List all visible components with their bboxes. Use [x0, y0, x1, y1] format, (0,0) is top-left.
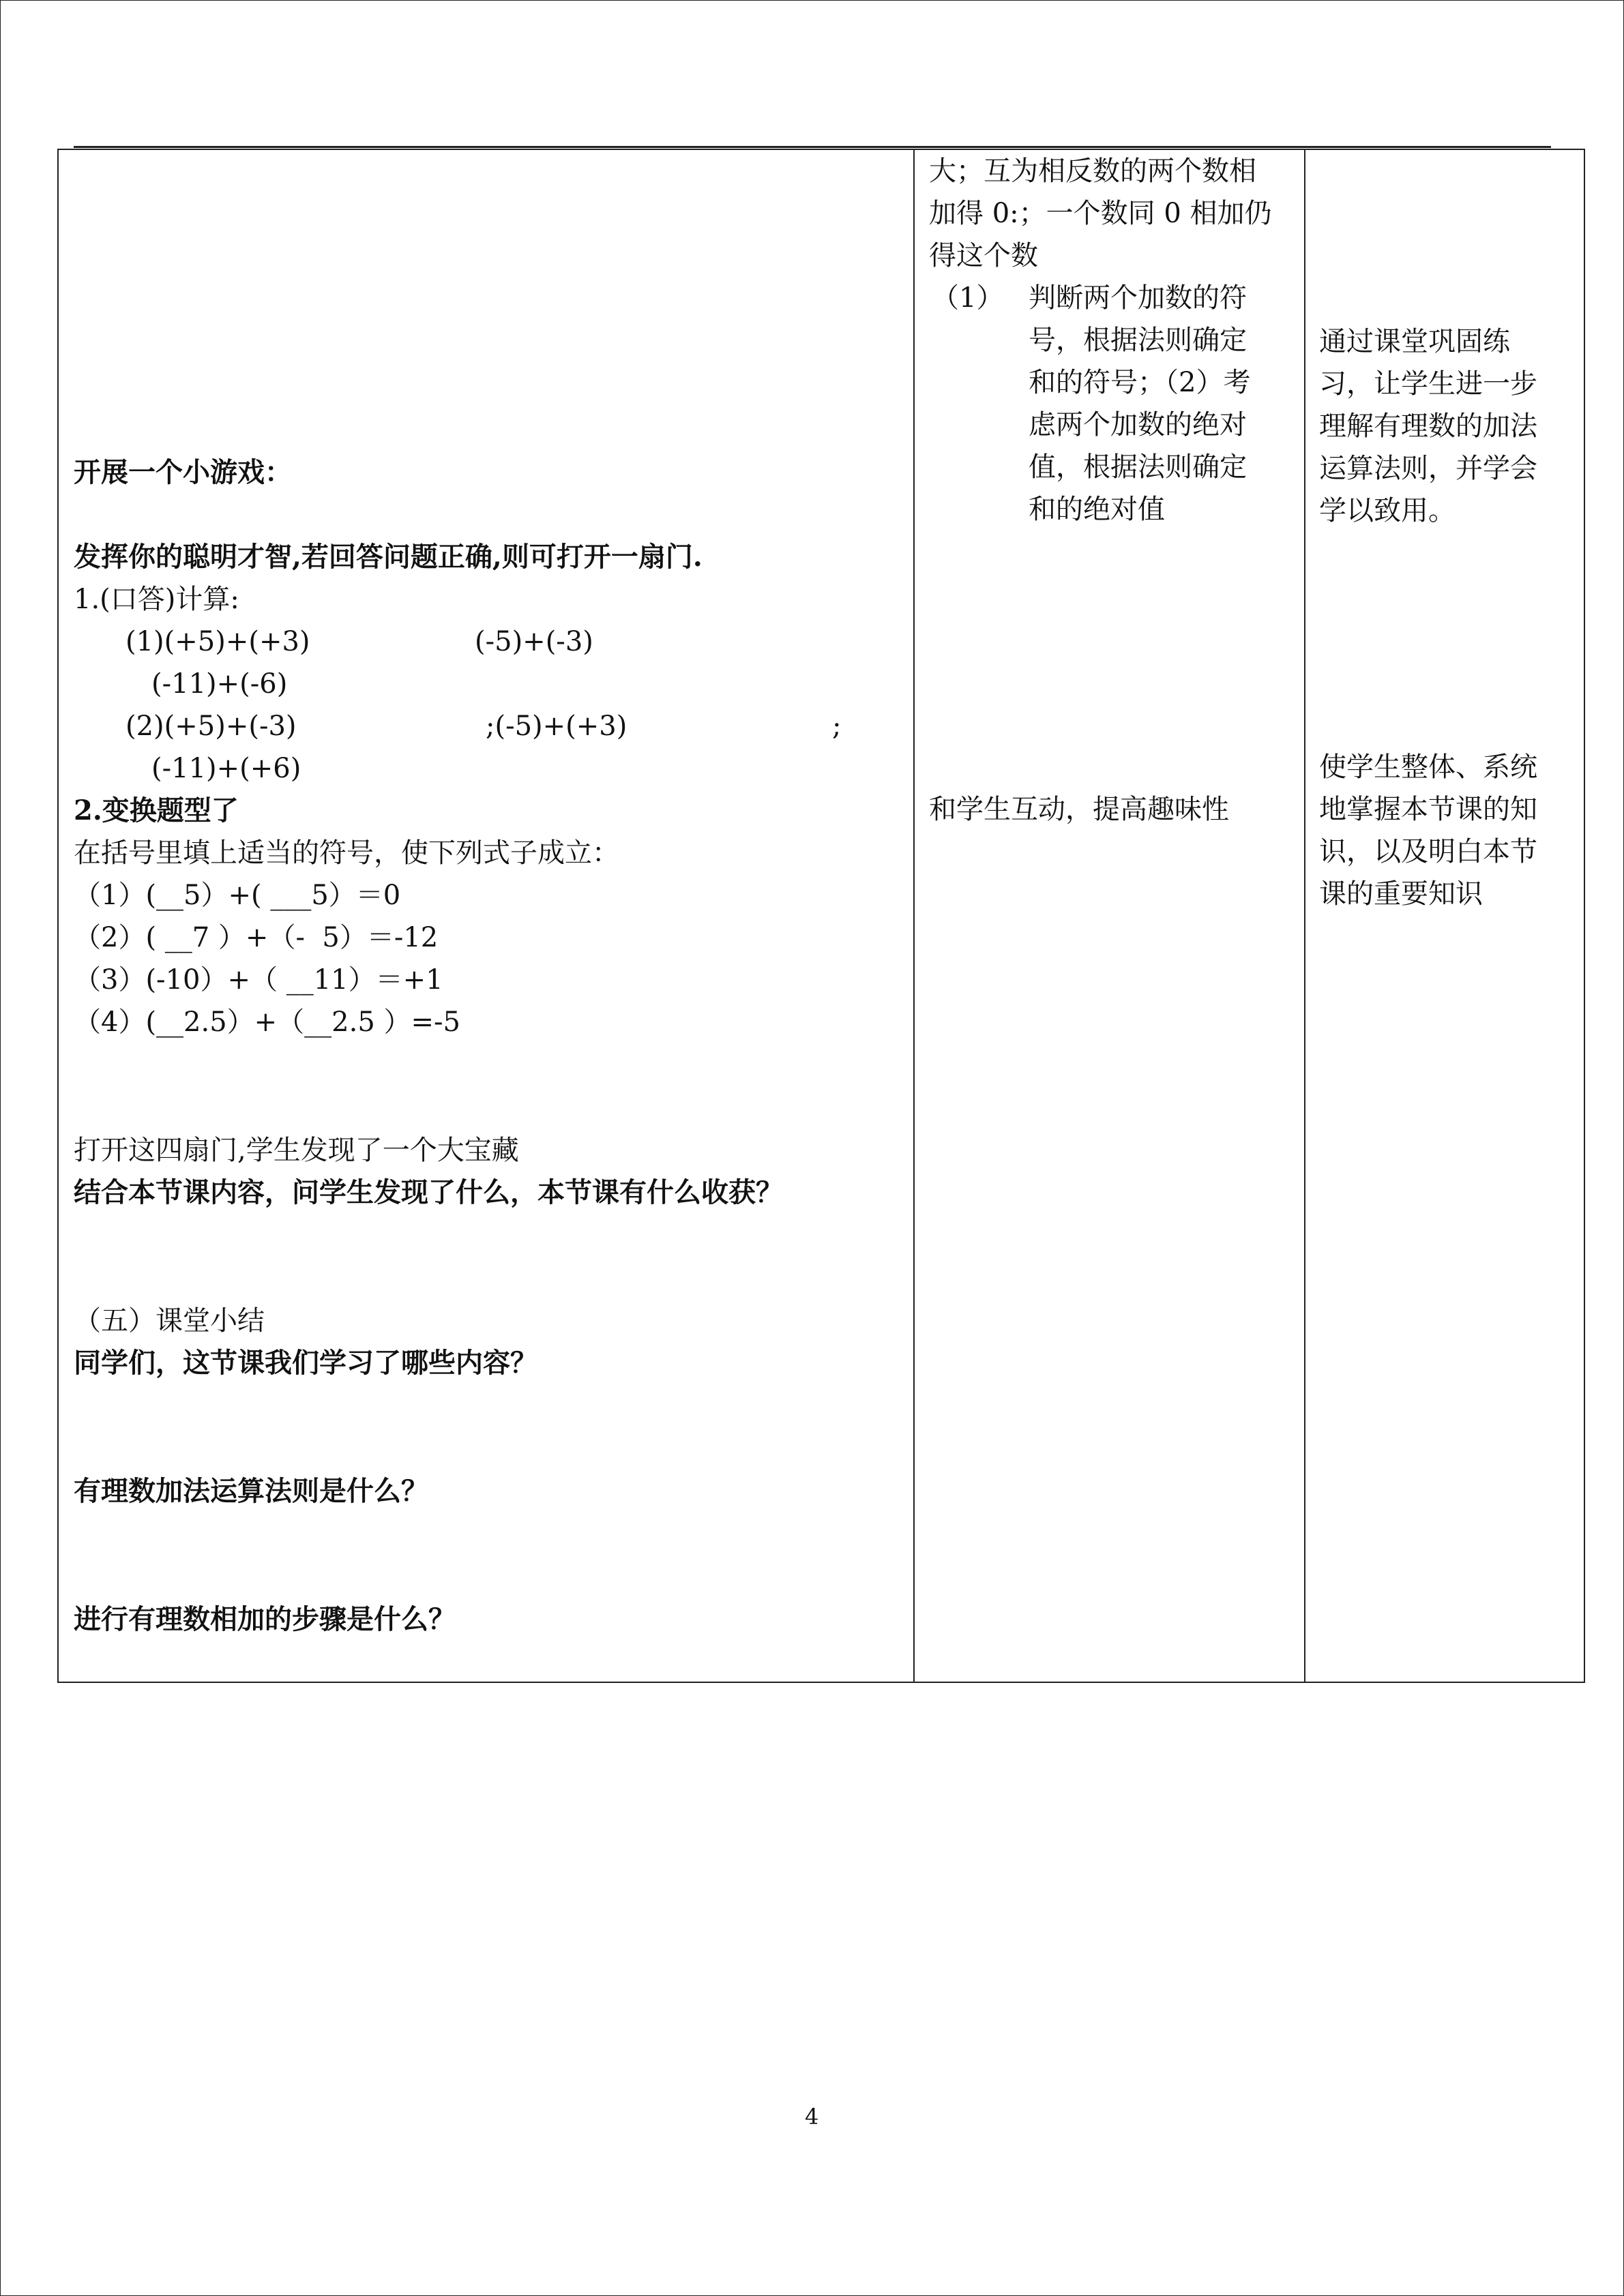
q2-item: （2）( __7 ）+（- 5）＝-12: [74, 922, 439, 953]
summary-title: （五）课堂小结: [74, 1305, 265, 1337]
col2-line: 大；互为相反数的两个数相: [929, 155, 1256, 187]
summary-question: 进行有理数相加的步骤是什么？: [74, 1603, 456, 1635]
step-marker: （1）: [932, 282, 1004, 314]
q1-expr: (-11)+(-6): [151, 668, 288, 700]
purpose-line: 习，让学生进一步: [1319, 368, 1537, 400]
purpose-line: 运算法则，并学会: [1319, 453, 1537, 484]
col2-line: 得这个数: [929, 240, 1038, 271]
page-number: 4: [805, 2104, 819, 2130]
column-divider-1: [913, 149, 915, 1683]
step-line: 号，根据法则确定: [1029, 325, 1247, 356]
purpose-line: 学以致用。: [1319, 495, 1456, 526]
treasure-text: 打开这四扇门,学生发现了一个大宝藏: [74, 1135, 519, 1166]
q2-title: 2.变换题型了: [74, 794, 239, 826]
game-intro: 发挥你的聪明才智,若回答问题正确,则可打开一扇门.: [74, 541, 703, 573]
q1-expr: (-5)+(-3): [475, 626, 593, 657]
step-line: 判断两个加数的符: [1029, 282, 1247, 314]
step-line: 和的符号；（2）考: [1029, 367, 1251, 398]
col2-line: 加得 0:；一个数同 0 相加仍: [929, 198, 1272, 229]
header-rule: [74, 146, 1551, 148]
q2-item: （1）(__5）+( ___5）＝0: [74, 880, 401, 911]
purpose-line: 课的重要知识: [1319, 878, 1483, 910]
q2-instruction: 在括号里填上适当的符号，使下列式子成立：: [74, 837, 619, 869]
step-line: 值，根据法则确定: [1029, 451, 1247, 483]
step-line: 和的绝对值: [1029, 494, 1165, 525]
purpose-line: 通过课堂巩固练: [1319, 326, 1510, 357]
q1-expr: (-11)+(+6): [151, 753, 301, 784]
purpose-line: 地掌握本节课的知: [1319, 794, 1537, 825]
game-title: 开展一个小游戏：: [74, 456, 292, 488]
q2-item: （3）(-10）+（ __11）＝+1: [74, 964, 443, 996]
purpose-line: 使学生整体、系统: [1319, 751, 1537, 783]
reflect-question: 结合本节课内容，问学生发现了什么，本节课有什么收获？: [74, 1176, 783, 1208]
summary-question: 有理数加法运算法则是什么？: [74, 1475, 428, 1507]
column-divider-2: [1304, 149, 1305, 1683]
summary-question: 同学们，这节课我们学习了哪些内容？: [74, 1347, 537, 1379]
q1-expr: (2)(+5)+(-3): [126, 711, 297, 742]
step-line: 虑两个加数的绝对: [1029, 409, 1247, 441]
q1-expr: ;(-5)+(+3): [486, 711, 628, 742]
q2-item: （4）(__2.5）+（__2.5 ）=-5: [74, 1007, 460, 1038]
q1-separator: ;: [832, 711, 842, 742]
q1-title: 1.(口答)计算:: [74, 584, 239, 615]
purpose-line: 识，以及明白本节: [1319, 836, 1537, 867]
purpose-line: 理解有理数的加法: [1319, 411, 1537, 442]
interact-text: 和学生互动，提高趣味性: [929, 794, 1229, 825]
q1-expr: (1)(+5)+(+3): [126, 626, 310, 657]
